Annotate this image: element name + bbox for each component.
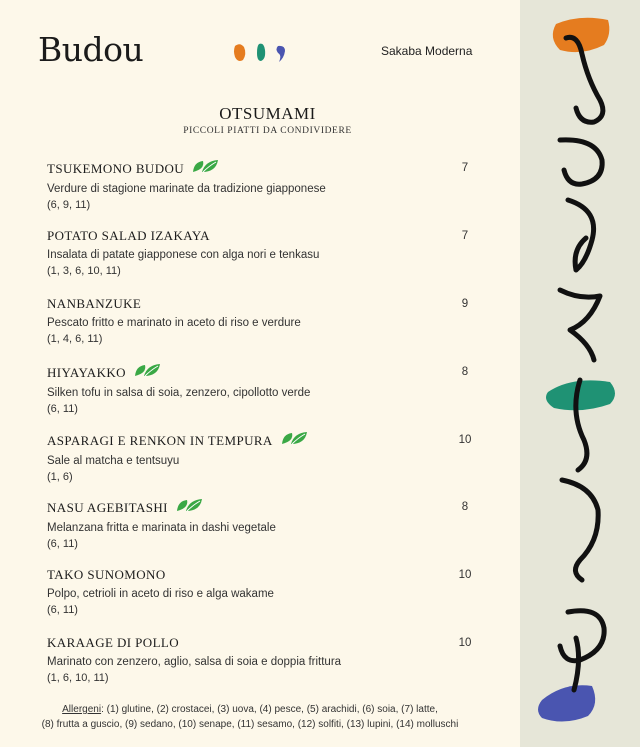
item-allergens: (1, 3, 6, 10, 11) (47, 265, 121, 277)
item-name: HIYAYAKKO (47, 365, 126, 381)
item-name: NANBANZUKE (47, 296, 142, 311)
item-allergens: (6, 11) (47, 604, 78, 616)
leaf-icon (134, 363, 161, 383)
menu-item (47, 498, 477, 550)
allergen-legend-line2: (8) frutta a guscio, (9) sedano, (10) senape, (11) sesamo, (12) solfiti, (13) lupini, (14) molluschi (41, 719, 459, 730)
item-description: Pescato fritto e marinato in aceto di riso e verdure (47, 317, 301, 329)
brush-dots-icon (232, 40, 296, 68)
item-price: 10 (458, 637, 472, 649)
brand-logo: Budou (38, 30, 144, 69)
item-description: Marinato con zenzero, aglio, salsa di soia e doppia frittura (47, 656, 342, 668)
item-price: 7 (461, 162, 469, 174)
menu-item (47, 295, 477, 345)
item-allergens: (6, 11) (47, 403, 78, 415)
item-description: Insalata di patate giapponese con alga nori e tenkasu (47, 249, 320, 261)
leaf-icon (281, 431, 308, 451)
item-price: 9 (461, 298, 469, 310)
item-name: ASPARAGI E RENKON IN TEMPURA (47, 433, 273, 449)
item-description: Melanzana fritta e marinata in dashi vegetale (47, 522, 276, 534)
item-allergens: (1, 4, 6, 11) (47, 333, 103, 345)
item-name: NASU AGEBITASHI (47, 500, 168, 516)
decorative-side-panel (520, 0, 640, 747)
item-price: 10 (458, 434, 472, 446)
section-subtitle: PICCOLI PIATTI DA CONDIVIDERE (183, 126, 352, 136)
menu-item (47, 634, 477, 684)
item-allergens: (6, 11) (47, 538, 78, 550)
item-name: TSUKEMONO BUDOU (47, 161, 185, 177)
item-name: TAKO SUNOMONO (47, 567, 166, 582)
item-price: 10 (458, 569, 472, 581)
item-allergens: (1, 6, 10, 11) (47, 672, 109, 684)
menu-item (47, 227, 477, 277)
item-description: Silken tofu in salsa di soia, zenzero, cipollotto verde (47, 387, 311, 399)
item-price: 8 (461, 501, 469, 513)
item-allergens: (6, 9, 11) (47, 199, 91, 211)
allergen-legend-line1: : (1) glutine, (2) crostacei, (3) uova, (4) pesce, (5) arachidi, (6) soia, (7) latte, (101, 704, 438, 715)
tagline: Sakaba Moderna (381, 44, 473, 58)
menu-item (47, 159, 477, 211)
item-name: KARAAGE DI POLLO (47, 635, 180, 650)
menu-item (47, 566, 477, 616)
menu-item (47, 431, 477, 483)
section-title: OTSUMAMI (219, 104, 316, 123)
allergen-legend (0, 702, 500, 732)
menu-item (47, 363, 477, 415)
item-allergens: (1, 6) (47, 471, 73, 483)
leaf-icon (176, 498, 203, 518)
item-description: Polpo, cetrioli in aceto di riso e alga wakame (47, 588, 274, 600)
item-description: Verdure di stagione marinate da tradizione giapponese (47, 183, 326, 195)
leaf-icon (192, 159, 219, 179)
item-name: POTATO SALAD IZAKAYA (47, 228, 210, 243)
item-price: 7 (461, 230, 469, 242)
item-description: Sale al matcha e tentsuyu (47, 455, 180, 467)
allergen-legend-label: Allergeni (62, 704, 102, 715)
item-price: 8 (461, 366, 469, 378)
calligraphy-decoration (520, 0, 640, 747)
